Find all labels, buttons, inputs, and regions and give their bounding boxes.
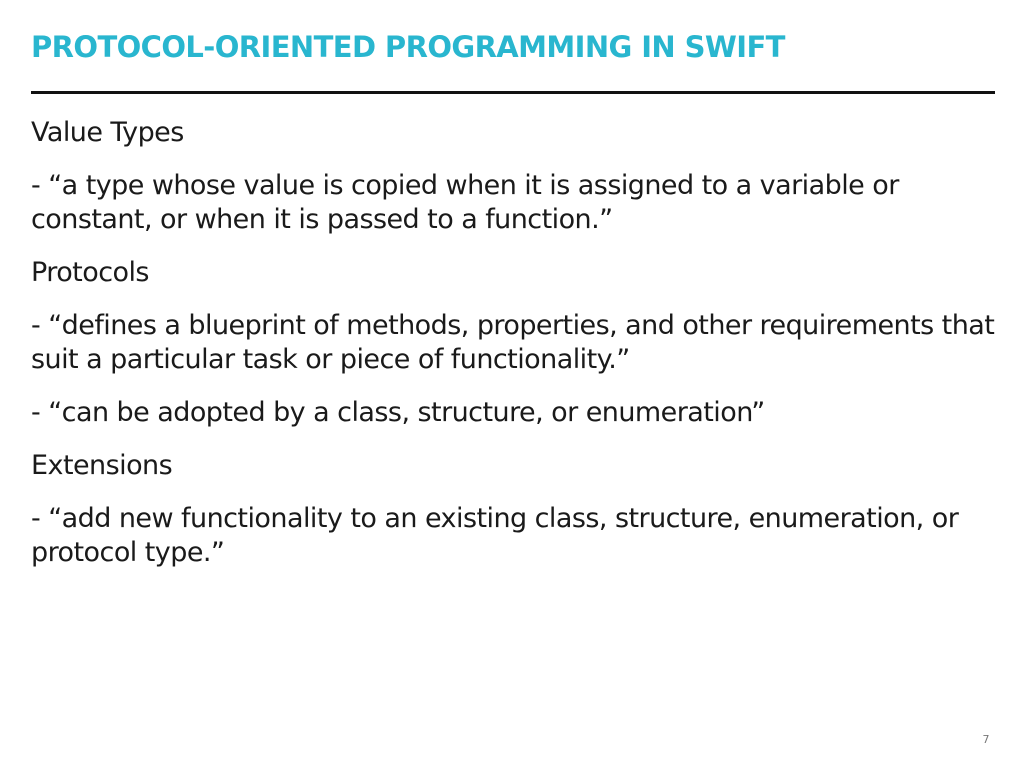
definition-protocols: - “defines a blueprint of methods, properties, and other requirements that suit a particular task or piece of functionality.” xyxy=(31,310,995,375)
heading-protocols: Protocols xyxy=(31,257,149,288)
page-number: 7 xyxy=(982,733,990,746)
slide-title: PROTOCOL-ORIENTED PROGRAMMING IN SWIFT xyxy=(31,30,785,64)
heading-value-types: Value Types xyxy=(31,117,184,148)
slide-body xyxy=(31,116,1001,589)
definition-extensions: - “add new functionality to an existing class, structure, enumeration, or protocol type.” xyxy=(31,503,959,568)
heading-extensions: Extensions xyxy=(31,450,173,481)
title-divider xyxy=(31,91,995,94)
protocols-adoption-note: - “can be adopted by a class, structure, or enumeration” xyxy=(31,397,765,428)
definition-value-types: - “a type whose value is copied when it is assigned to a variable or constant, or when it is passed to a function.” xyxy=(31,170,899,235)
